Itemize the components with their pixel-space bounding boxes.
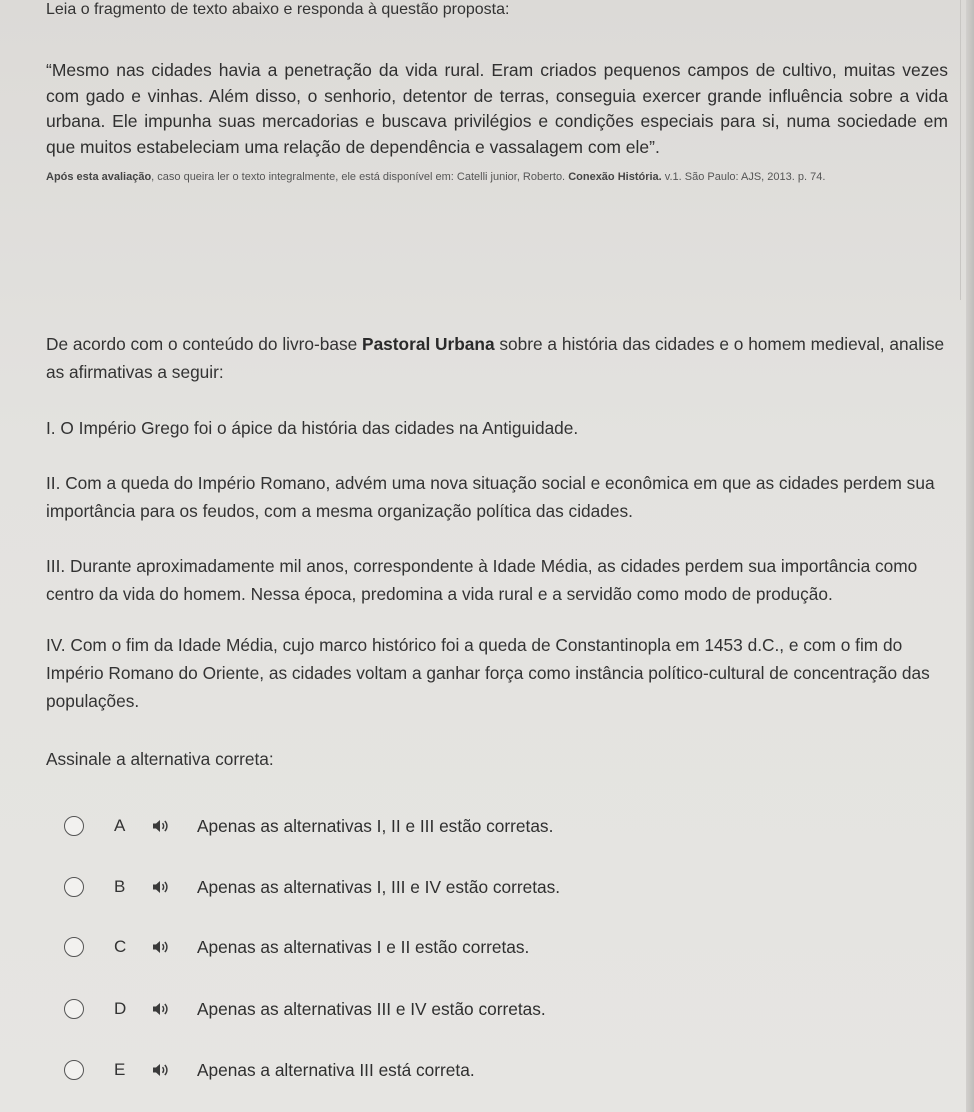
option-letter: D [114,999,127,1018]
source-text: , caso queira ler o texto integralmente, ele está disponível em: Catelli junior, Roberto. [151,171,569,183]
option-b[interactable] [64,872,924,902]
statement-iv: IV. Com o fim da Idade Média, cujo marco histórico foi a queda de Constantinopla em 1453 d.C., e com o fim do Império Romano do Oriente, as cidades voltam a ganhar força como instância político-cultural de concentração das populações. [46,635,930,711]
option-text: Apenas as alternativas I e II estão corretas. [197,936,530,957]
excerpt-text: “Mesmo nas cidades havia a penetração da vida rural. Eram criados pequenos campos de cultivo, muitas vezes com gado e vinhas. Além disso, o senhorio, detentor de terras, conseguia exercer grande influência sobre a vida urbana. Ele impunha suas mercadorias e buscava privilégios e condições especiais para si, numa sociedade em que muitos estabeleciam uma relação de dependência e vassalagem com ele”. [46,60,948,157]
speaker-icon[interactable] [150,816,170,841]
radio-unselected-icon[interactable] [64,1060,84,1080]
statement-iii: III. Durante aproximadamente mil anos, correspondente à Idade Média, as cidades perdem sua importância como centro da vida do homem. Nessa época, predomina a vida rural e a servidão como modo de produção. [46,556,918,604]
source-tail: v.1. São Paulo: AJS, 2013. p. 74. [661,171,826,183]
option-c[interactable] [64,932,924,962]
speaker-icon[interactable] [150,1060,170,1085]
option-text: Apenas as alternativas III e IV estão corretas. [197,998,546,1019]
radio-unselected-icon[interactable] [64,816,84,836]
speaker-icon[interactable] [150,937,170,962]
radio-unselected-icon[interactable] [64,937,84,957]
intro-after: sobre a história das cidades e o homem medieval, analise as afirmativas a seguir: [46,334,945,382]
question-ask: Assinale a alternativa correta: [46,749,274,769]
option-letter: E [114,1060,126,1079]
question-intro [46,330,950,386]
option-text: Apenas as alternativas I, III e IV estão corretas. [197,876,561,897]
option-text: Apenas as alternativas I, II e III estão corretas. [197,815,554,836]
option-letter: A [114,816,126,835]
intro-before: De acordo com o conteúdo do livro-base [46,334,363,354]
speaker-icon[interactable] [150,877,170,902]
source-work: Conexão História. [568,171,662,183]
option-e[interactable] [64,1055,924,1085]
speaker-icon[interactable] [150,999,170,1024]
option-d[interactable] [64,994,924,1024]
source-citation [46,164,956,191]
radio-unselected-icon[interactable] [64,877,84,897]
statement-ii: II. Com a queda do Império Romano, advém uma nova situação social e econômica em que as cidades perdem sua importância para os feudos, com a mesma organização política das cidades. [46,473,935,521]
option-a[interactable] [64,811,924,841]
option-letter: B [114,877,126,896]
option-letter: C [114,937,127,956]
statement-i: I. O Império Grego foi o ápice da história das cidades na Antiguidade. [46,418,579,438]
question-prompt: Leia o fragmento de texto abaixo e responda à questão proposta: [46,1,510,18]
option-text: Apenas a alternativa III está correta. [197,1059,475,1080]
source-lead: Após esta avaliação [46,171,152,183]
excerpt-box [0,0,961,300]
screen-edge [966,0,974,1112]
book-title: Pastoral Urbana [362,334,495,354]
radio-unselected-icon[interactable] [64,999,84,1019]
